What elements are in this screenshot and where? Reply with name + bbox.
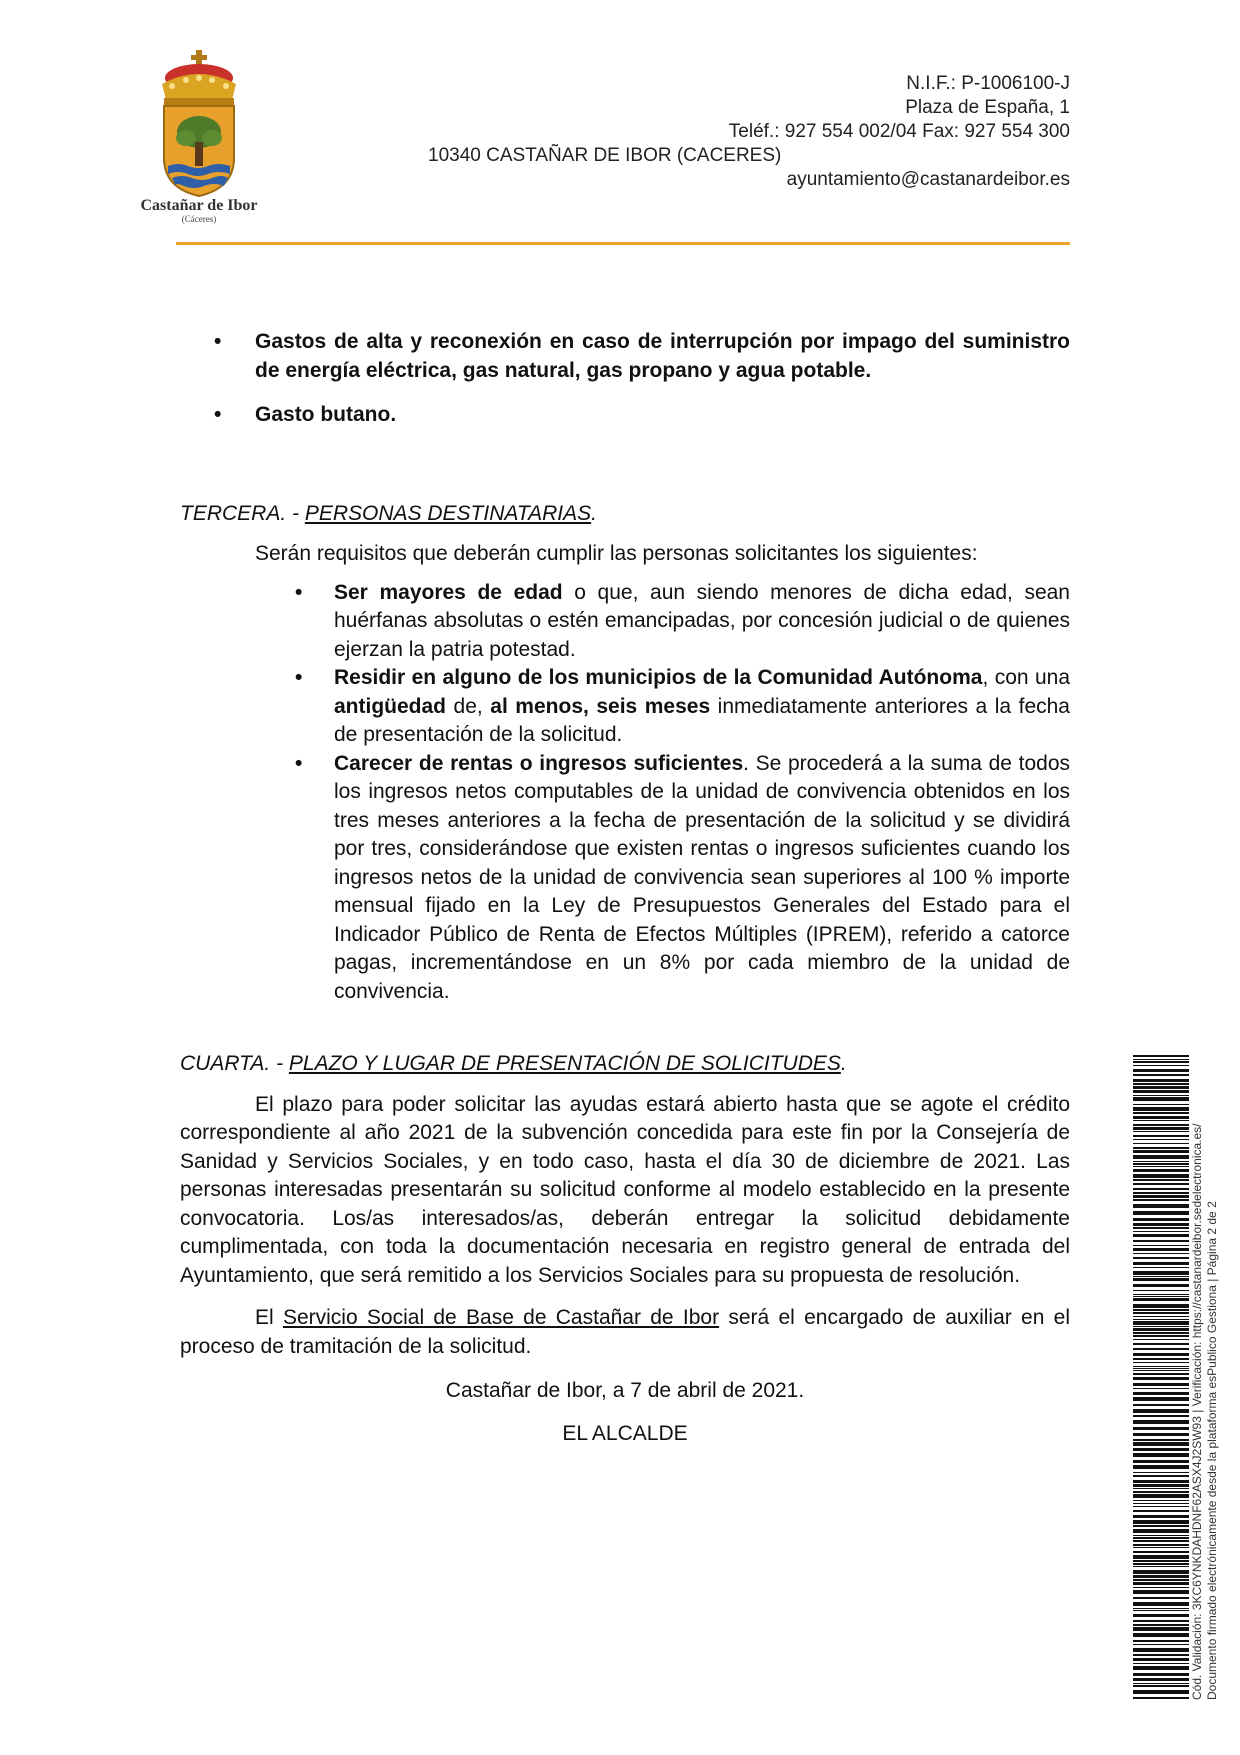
cuarta-paragraph-1: El plazo para poder solicitar las ayudas estará abierto hasta que se agote el crédito correspondiente al año 2021 de la subvención concedida para este fin por la Consejería de Sanidad y Servicios Sociales, y en todo caso, hasta el día 30 de diciembre de 2021. Las personas interesadas presentarán su solicitud conforme al modelo establecido en la presente convocatoria. Los/as interesados/as, deberán entregar la solicitud debidamente cumplimentada, con toda la documentación necesaria en registro general de entrada del Ayuntamiento, que será remitido a los Servicios Sociales para su propuesta de resolución. [180,1092,1070,1287]
logo-subtitle: (Cáceres) [181,214,217,224]
barcode-bar [1133,1465,1189,1469]
barcode-bar [1133,1439,1189,1441]
requirement-bold: antigüedad [334,694,447,718]
tercera-intro: Serán requisitos que deberán cumplir las personas solicitantes los siguientes: [255,542,978,565]
barcode-bar [1133,1231,1189,1232]
barcode-bar [1133,1097,1189,1101]
barcode-bar [1133,1673,1189,1676]
barcode-bar [1133,1147,1189,1149]
requirement-text: inmediatamente anteriores a la fecha de presentación de la solicitud. [334,694,1070,746]
barcode-bar [1133,1570,1189,1574]
section-prefix: CUARTA. - [180,1052,289,1075]
barcode-bar [1133,1392,1189,1395]
barcode-bar [1133,1065,1189,1066]
barcode-bar [1133,1560,1189,1562]
barcode-bar [1133,1537,1189,1539]
section-cuarta-heading [180,1050,1070,1079]
barcode-bar [1133,1169,1189,1172]
barcode-bar [1133,1290,1189,1291]
requirement-text: , con una [982,666,1071,689]
barcode-bar [1133,1362,1189,1363]
barcode-bar [1133,1683,1189,1684]
barcode-bar [1133,1188,1189,1190]
barcode-bar [1133,1366,1189,1367]
barcode-bar [1133,1199,1189,1201]
barcode-bar [1133,1503,1189,1504]
section-tercera-heading [180,500,1070,529]
barcode-bar [1133,1448,1189,1451]
barcode-bar [1133,1540,1189,1542]
barcode-bar [1133,1475,1189,1477]
letterhead-contact [420,72,1070,192]
barcode-bar [1133,1442,1189,1446]
signer: EL ALCALDE [562,1421,688,1445]
validation-code: Cód. Validación: 3KC6YNKDAHDNF62ASX4J2SW93 | Verificación: https://castanardeibor.sedelectronica.es/ [1190,1123,1204,1700]
logo-name: Castañar de Ibor [140,197,258,214]
validation-barcode [1133,1055,1189,1700]
barcode-bar [1133,1055,1189,1057]
paragraph-text: será el encargado de auxiliar en el proceso de tramitación de la solicitud. [180,1306,1071,1358]
barcode-bar [1133,1433,1189,1436]
barcode-bar [1133,1415,1189,1417]
barcode-bar [1133,1135,1189,1137]
barcode-bar [1133,1059,1189,1060]
barcode-bar [1133,1491,1189,1493]
barcode-bar [1133,1335,1189,1337]
document-body [180,328,1070,1448]
barcode-bar [1133,1069,1189,1072]
phone-fax: Teléf.: 927 554 002/04 Fax: 927 554 300 [728,121,1070,142]
barcode-bar [1133,1179,1189,1181]
section-prefix: TERCERA. - [180,501,305,525]
barcode-bar [1133,1245,1189,1246]
barcode-bar [1133,1316,1189,1317]
barcode-bar [1133,1248,1189,1251]
barcode-bar [1133,1296,1189,1297]
barcode-bar [1133,1640,1189,1642]
requirement-bold: Residir en alguno de los municipios de la Comunidad Autónoma [334,666,983,689]
barcode-bar [1133,1368,1189,1369]
barcode-bar [1133,1155,1189,1159]
barcode-bar [1133,1339,1189,1340]
barcode-bar [1133,1211,1189,1215]
municipal-coat-of-arms [128,48,270,228]
barcode-bar [1133,1587,1189,1588]
barcode-bar [1133,1174,1189,1178]
requirement-text: . Se procederá a la suma de todos los ingresos netos computables de la unidad de convivencia obtenidos en los tres meses anteriores a la fecha de presentación de la solicitud y se dividirá por tres, considerándose que existen rentas o ingresos suficientes cuando los ingresos netos de la unidad de convivencia sean superiores al 100 % importe mensual fijado en la Ley de Presupuestos Generales del Estado para el Indicador Público de Renta de Efectos Múltiples (IPREM), referido a catorce pagas, incrementándose en un 8% por cada miembro de la unidad de convivencia. [334,751,1071,1003]
barcode-bar [1133,1116,1189,1119]
barcode-bar [1133,1563,1189,1565]
barcode-bar [1133,1107,1189,1111]
barcode-bar [1133,1112,1189,1114]
barcode-bar [1133,1104,1189,1105]
barcode-bar [1133,1453,1189,1457]
barcode-bar [1133,1666,1189,1670]
barcode-bar [1133,1409,1189,1413]
barcode-bar [1133,1326,1189,1327]
list-item [180,664,1070,750]
barcode-bar [1133,1183,1189,1185]
paragraph-text: El [255,1306,283,1329]
barcode-bar [1133,1262,1189,1265]
barcode-bar [1133,1095,1189,1096]
barcode-bar [1133,1166,1189,1167]
verification-footer [1190,1080,1220,1700]
barcode-bar [1133,1624,1189,1626]
barcode-bar [1133,1658,1189,1661]
expense-list [180,328,1070,430]
barcode-bar [1133,1697,1189,1699]
list-item: • Gastos de alta y reconexión en caso de interrupción por impago del suministro de energía eléctrica, gas natural, gas propano y agua potable. [180,328,1070,385]
barcode-bar [1133,1510,1189,1512]
barcode-bar [1133,1321,1189,1325]
barcode-bar [1133,1358,1189,1360]
barcode-bar [1133,1579,1189,1581]
header-divider [176,242,1070,245]
barcode-bar [1133,1377,1189,1380]
barcode-bar [1133,1227,1189,1229]
email: ayuntamiento@castanardeibor.es [786,169,1070,190]
section-suffix: . [591,501,597,525]
barcode-bar [1133,1520,1189,1524]
barcode-bar [1133,1218,1189,1221]
barcode-bar [1133,1161,1189,1162]
barcode-bar [1133,1480,1189,1483]
address: Plaza de España, 1 [905,97,1070,118]
section-title: PERSONAS DESTINATARIAS [304,501,592,525]
barcode-bar [1133,1240,1189,1242]
barcode-bar [1133,1547,1189,1548]
barcode-bar [1133,1120,1189,1121]
barcode-bar [1133,1090,1189,1093]
barcode-bar [1133,1472,1189,1473]
barcode-bar [1133,1690,1189,1694]
signature-platform: Documento firmado electrónicamente desde la plataforma esPublico Gestiona | Página 2 de 2 [1205,1201,1219,1700]
barcode-bar [1133,1460,1189,1463]
barcode-bar [1133,1544,1189,1546]
barcode-bar [1133,1370,1189,1371]
barcode-bar [1133,1304,1189,1308]
coat-of-arms-icon [128,48,270,208]
barcode-bar [1133,1575,1189,1578]
barcode-bar [1133,1678,1189,1681]
barcode-bar [1133,1267,1189,1268]
barcode-bar [1133,1150,1189,1153]
barcode-bar [1133,1278,1189,1281]
barcode-bar [1133,1074,1189,1076]
barcode-bar [1133,1648,1189,1652]
city: 10340 CASTAÑAR DE IBOR (CACERES) [428,145,782,166]
barcode-bar [1133,1223,1189,1226]
barcode-bar [1133,1124,1189,1126]
place-date: Castañar de Ibor, a 7 de abril de 2021. [445,1379,805,1402]
social-service-link: Servicio Social de Base de Castañar de Ibor [282,1306,720,1329]
barcode-bar [1133,1343,1189,1345]
barcode-bar [1133,1420,1189,1424]
barcode-bar [1133,1582,1189,1585]
barcode-bar [1133,1397,1189,1401]
barcode-bar [1133,1127,1189,1130]
requirement-bold: Ser mayores de edad [334,580,563,604]
barcode-bar [1133,1131,1189,1132]
barcode-bar [1133,1061,1189,1063]
barcode-bar [1133,1633,1189,1637]
barcode-bar [1133,1535,1189,1536]
barcode-bar [1133,1608,1189,1609]
barcode-bar [1133,1620,1189,1622]
barcode-bar [1133,1644,1189,1645]
barcode-bar [1133,1276,1189,1277]
barcode-bar [1133,1663,1189,1664]
barcode-bar [1133,1309,1189,1311]
requirement-text: de, [446,694,491,718]
barcode-bar [1133,1602,1189,1606]
requirement-bold: Carecer de rentas o ingresos suficientes [334,751,744,775]
barcode-bar [1133,1079,1189,1082]
barcode-bar [1133,1427,1189,1430]
barcode-bar [1133,1566,1189,1567]
barcode-bar [1133,1257,1189,1259]
barcode-bar [1133,1332,1189,1334]
nif: N.I.F.: P-1006100-J [906,73,1070,94]
barcode-bar [1133,1253,1189,1254]
barcode-bar [1133,1525,1189,1527]
cuarta-paragraph-2 [180,1304,1070,1361]
barcode-bar [1133,1348,1189,1350]
barcode-bar [1133,1610,1189,1611]
barcode-bar [1133,1234,1189,1237]
barcode-bar [1133,1654,1189,1656]
list-item: • Gasto butano. [180,401,1070,430]
barcode-bar [1133,1271,1189,1275]
barcode-bar [1133,1328,1189,1331]
barcode-bar [1133,1373,1189,1375]
barcode-bar [1133,1195,1189,1198]
requirement-bold: al menos, seis meses [490,694,711,718]
barcode-bar [1133,1192,1189,1194]
barcode-bar [1133,1529,1189,1533]
barcode-bar [1133,1388,1189,1389]
barcode-bar [1133,1551,1189,1553]
barcode-bar [1133,1597,1189,1599]
barcode-bar [1133,1685,1189,1687]
requirement-text: o que, aun siendo menores de dicha edad, sean huérfanas absolutas o estén emancipadas, por concesión judicial o de quienes ejerzan la patria potestad. [334,580,1070,661]
barcode-bar [1133,1555,1189,1559]
barcode-bar [1133,1590,1189,1594]
barcode-bar [1133,1506,1189,1507]
section-suffix: . [840,1052,847,1075]
barcode-bar [1133,1086,1189,1089]
barcode-bar [1133,1298,1189,1301]
list-item [180,579,1070,665]
barcode-bar [1133,1312,1189,1314]
barcode-bar [1133,1083,1189,1085]
barcode-bar [1133,1163,1189,1165]
section-title: PLAZO Y LUGAR DE PRESENTACIÓN DE SOLICITUDES [288,1052,841,1075]
barcode-bar [1133,1204,1189,1208]
list-item [180,750,1070,1007]
barcode-bar [1133,1488,1189,1489]
barcode-bar [1133,1404,1189,1406]
barcode-bar [1133,1319,1189,1320]
barcode-bar [1133,1284,1189,1287]
barcode-bar [1133,1484,1189,1487]
barcode-bar [1133,1614,1189,1617]
barcode-bar [1133,1353,1189,1356]
barcode-bar [1133,1494,1189,1498]
barcode-bar [1133,1500,1189,1501]
barcode-bar [1133,1383,1189,1386]
barcode-bar [1133,1294,1189,1295]
barcode-bar [1133,1515,1189,1518]
barcode-bar [1133,1139,1189,1140]
requirements-list [180,579,1070,1007]
barcode-bar [1133,1143,1189,1144]
barcode-bar [1133,1627,1189,1631]
